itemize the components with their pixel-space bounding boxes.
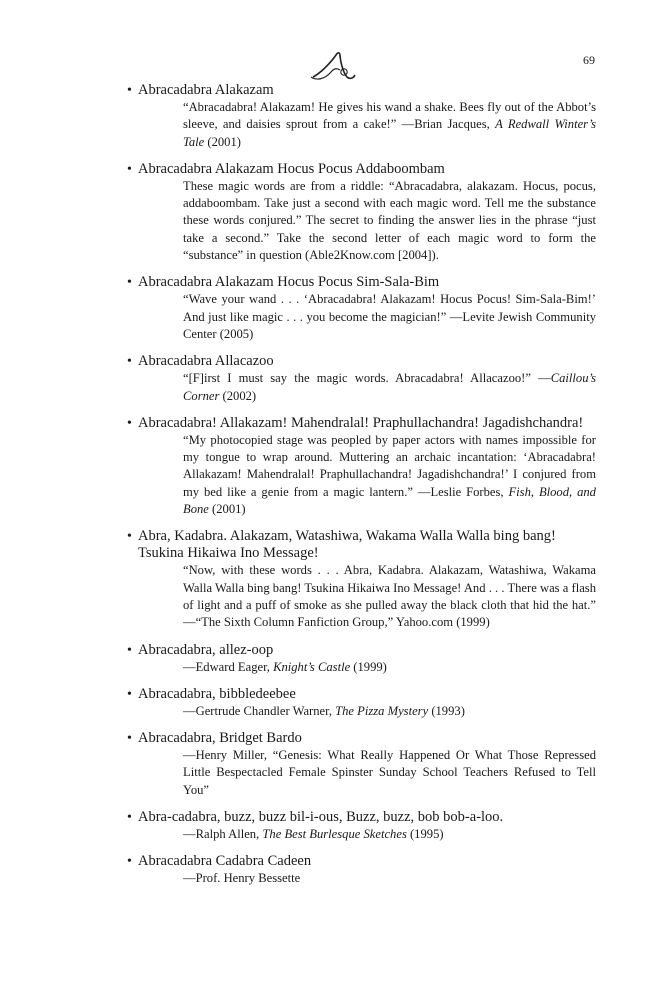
entry bbox=[128, 161, 596, 264]
entry-title: Abra-cadabra, buzz, buzz bil-i-ous, Buzz, buzz, bob bob-a-loo. bbox=[138, 809, 504, 826]
entry-title: Abracadabra! Allakazam! Mahendralal! Praphullachandra! Jagadishchandra! bbox=[138, 414, 584, 431]
entry-citation: “[F]irst I must say the magic words. Abracadabra! Allacazoo!” —Caillou’s Corner (2002) bbox=[183, 371, 596, 403]
entry-citation: —Edward Eager, Knight’s Castle (1999) bbox=[183, 659, 387, 674]
entry-citation: “Wave your wand . . . ‘Abracadabra! Alakazam! Hocus Pocus! Sim-Sala-Bim!’ And just like magic . . . you become the magician!” —Levite Jewish Community Center (2005) bbox=[183, 292, 596, 341]
work-title: Knight’s Castle bbox=[273, 659, 351, 674]
entry-citation: “Abracadabra! Alakazam! He gives his wand a shake. Bees fly out of the Abbot’s sleeve, and daisies sprout from a cake!” —Brian Jacques, A Redwall Winter’s Tale (2001) bbox=[183, 100, 596, 149]
entry-title: Abra, Kadabra. Alakazam, Watashiwa, Wakama Walla Walla bing bang! Tsukina Hikaiwa Ino Message! bbox=[138, 528, 556, 562]
entry-title: Abracadabra Alakazam Hocus Pocus Sim-Sala-Bim bbox=[138, 274, 440, 291]
bullet-icon: • bbox=[127, 354, 132, 370]
work-title: The Best Burlesque Sketches bbox=[262, 827, 407, 842]
entry-title: Abracadabra, Bridget Bardo bbox=[138, 730, 302, 747]
entry-citation: —Prof. Henry Bessette bbox=[183, 871, 301, 886]
bullet-icon: • bbox=[127, 161, 132, 177]
page-number: 69 bbox=[583, 53, 595, 67]
bullet-icon: • bbox=[127, 686, 132, 702]
entry-title: Abracadabra, allez-oop bbox=[138, 641, 274, 658]
bullet-icon: • bbox=[127, 275, 132, 291]
work-title: A Redwall Winter’s Tale bbox=[183, 117, 596, 149]
entry-title: Abracadabra Alakazam Hocus Pocus Addaboombam bbox=[138, 160, 445, 177]
work-title: Fish, Blood, and Bone bbox=[183, 484, 596, 517]
entry bbox=[128, 686, 596, 720]
bullet-icon: • bbox=[127, 810, 132, 826]
bullet-icon: • bbox=[127, 83, 132, 98]
entry bbox=[128, 274, 596, 343]
bullet-icon: • bbox=[127, 731, 132, 747]
entry-title: Abracadabra Allacazoo bbox=[138, 353, 274, 370]
entry-title: Abracadabra Cadabra Cadeen bbox=[138, 853, 312, 870]
entry bbox=[128, 353, 596, 405]
work-title: Caillou’s Corner bbox=[183, 371, 596, 403]
entry bbox=[128, 528, 596, 631]
bullet-icon: • bbox=[127, 415, 132, 431]
bullet-icon: • bbox=[127, 529, 132, 545]
letter-a-ornament bbox=[307, 50, 363, 82]
entry bbox=[128, 853, 596, 887]
header-letter: A bbox=[335, 80, 336, 81]
entry bbox=[128, 809, 596, 843]
entry-citation: “My photocopied stage was peopled by paper actors with names impossible for my tongue to wrap around. Muttering an archaic incantation: ‘Abracadabra! Allakazam! Mahendralal! Praphullachandra! Jagadishchandra!’ I conjured from my bed like a genie from a magic lantern.” —Leslie Forbes, Fish, Blood, and Bone (2001) bbox=[183, 432, 596, 517]
entry bbox=[128, 415, 596, 518]
work-title: The Pizza Mystery bbox=[335, 703, 429, 718]
entry bbox=[128, 82, 596, 151]
entry-citation: —Henry Miller, “Genesis: What Really Happened Or What Those Repressed Little Bespectacled Female Spinster Sunday School Teachers Refused to Tell You” bbox=[183, 748, 596, 797]
bullet-icon: • bbox=[127, 854, 132, 870]
entry-citation: —Ralph Allen, The Best Burlesque Sketches (1995) bbox=[183, 827, 444, 842]
entry-title: Abracadabra, bibbledeebee bbox=[138, 685, 296, 702]
entry bbox=[128, 730, 596, 799]
entry bbox=[128, 642, 596, 676]
entry-title: Abracadabra Alakazam bbox=[138, 82, 274, 98]
entry-citation: —Gertrude Chandler Warner, The Pizza Mystery (1993) bbox=[183, 703, 465, 718]
entry-citation: These magic words are from a riddle: “Abracadabra, alakazam. Hocus, pocus, addaboombam. Take just a second with each magic word. Tell me the substance these words conjured.” The secret to finding the answer lies in the phrase “just take a second.” Take the second letter of each magic word to form the “substance” in question (Able2Know.com [2004]). bbox=[183, 178, 596, 263]
entry-citation: “Now, with these words . . . Abra, Kadabra. Alakazam, Watashiwa, Wakama Walla Walla bing bang! Tsukina Hikaiwa Ino Message! And . . . There was a flash of light and a puff of smoke as she pulled away the black cloth that hid the hat.” —“The Sixth Column Fanfiction Group,” Yahoo.com (1999) bbox=[183, 563, 596, 630]
entry-list bbox=[128, 82, 596, 898]
bullet-icon: • bbox=[127, 642, 132, 658]
